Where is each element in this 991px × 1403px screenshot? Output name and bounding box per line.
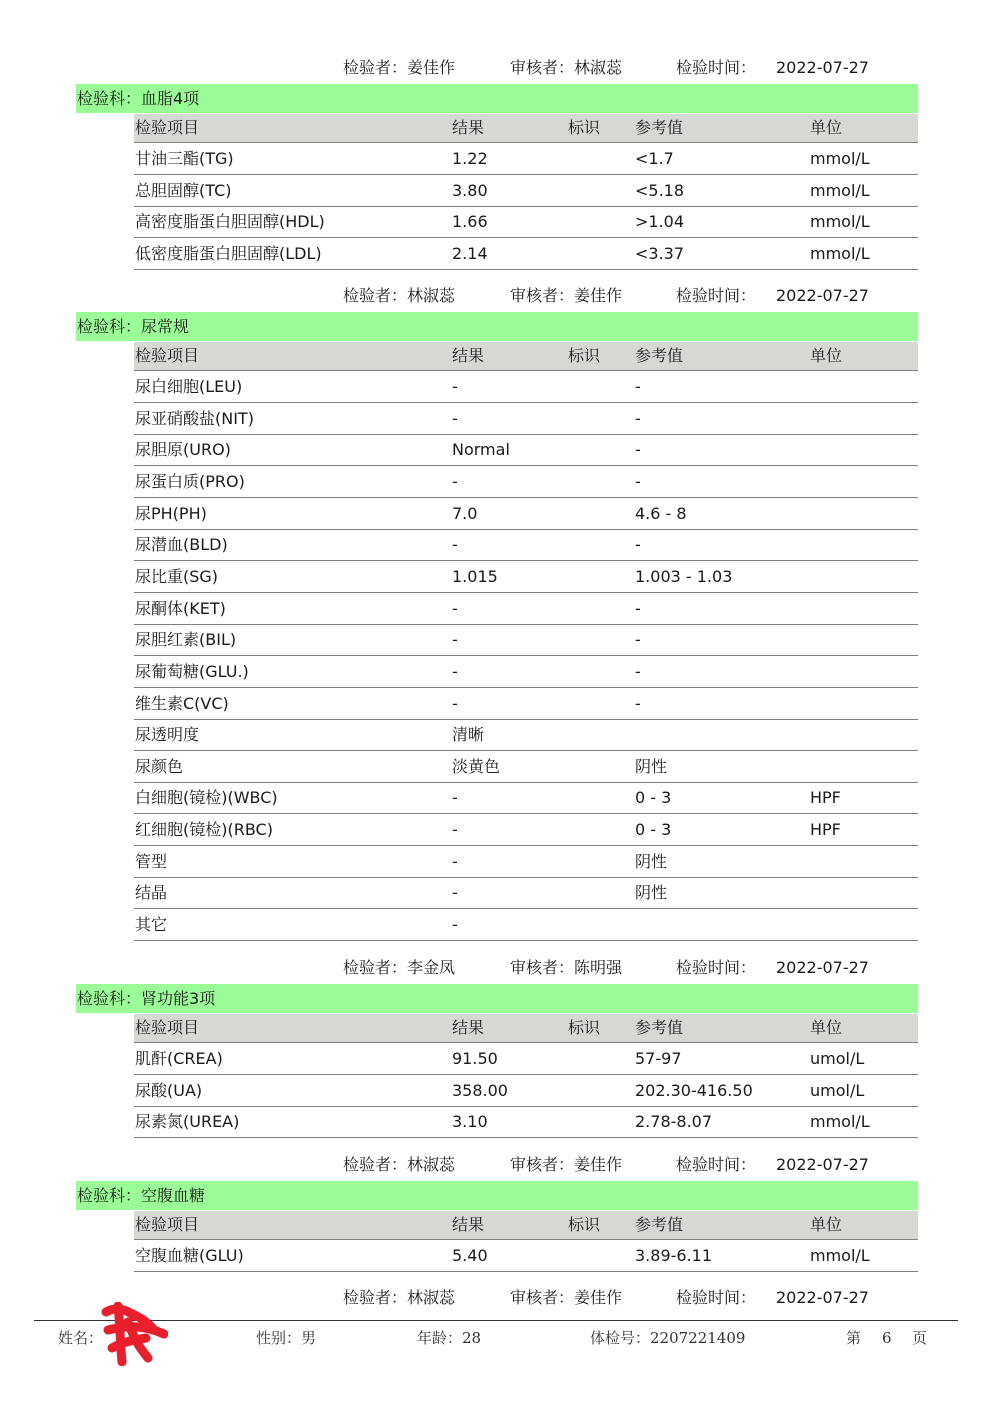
result-value: - bbox=[452, 535, 458, 555]
reference-range: - bbox=[635, 535, 641, 555]
time-label: 检验时间： bbox=[676, 286, 757, 305]
table-row bbox=[134, 846, 918, 878]
exam-date: 2022-07-27 bbox=[776, 1155, 869, 1174]
table-header bbox=[134, 1014, 918, 1043]
department-bar bbox=[76, 84, 918, 113]
item-name: 总胆固醇(TC) bbox=[135, 180, 232, 200]
item-name: 尿葡萄糖(GLU.) bbox=[135, 661, 249, 681]
reference-range: - bbox=[635, 471, 641, 491]
result-value: - bbox=[452, 471, 458, 491]
unit-value: mmol/L bbox=[810, 243, 870, 263]
table-row bbox=[134, 143, 918, 175]
table-row bbox=[134, 371, 918, 403]
page-number: 6 bbox=[882, 1329, 892, 1347]
reference-range: <1.7 bbox=[635, 149, 674, 168]
unit-value: mmol/L bbox=[810, 1112, 870, 1132]
table-row bbox=[134, 1075, 918, 1107]
table-row bbox=[134, 466, 918, 498]
department-title: 检验科：空腹血糖 bbox=[77, 1186, 206, 1205]
item-name: 尿胆原(URO) bbox=[135, 440, 231, 460]
unit-value: mmol/L bbox=[810, 212, 870, 232]
result-value: 91.50 bbox=[452, 1049, 498, 1068]
reference-range: - bbox=[635, 377, 641, 396]
header-flag-value: 标识 bbox=[568, 118, 601, 137]
result-value: - bbox=[452, 915, 458, 935]
item-name: 其它 bbox=[135, 915, 168, 935]
unit-value: mmol/L bbox=[810, 1246, 870, 1265]
table-row bbox=[134, 529, 918, 561]
item-name: 红细胞(镜检)(RBC) bbox=[135, 820, 273, 840]
table-row bbox=[134, 434, 918, 466]
item-name: 尿亚硝酸盐(NIT) bbox=[135, 408, 254, 428]
exam-date: 2022-07-27 bbox=[776, 286, 869, 305]
table-row bbox=[134, 1043, 918, 1075]
inspector-label: 检验者：林淑蕊 bbox=[343, 286, 456, 305]
item-name: 尿白细胞(LEU) bbox=[135, 377, 243, 396]
reference-range: 阴性 bbox=[635, 883, 668, 903]
item-name: 结晶 bbox=[135, 883, 168, 903]
header-item-name: 检验项目 bbox=[135, 118, 200, 137]
result-value: 3.10 bbox=[452, 1112, 488, 1132]
table-row bbox=[134, 561, 918, 593]
item-name: 尿比重(SG) bbox=[135, 566, 219, 586]
department-bar bbox=[76, 1181, 918, 1210]
reference-range: - bbox=[635, 440, 641, 460]
header-result-value: 结果 bbox=[452, 346, 485, 365]
item-name: 尿颜色 bbox=[135, 756, 184, 776]
table-row bbox=[134, 593, 918, 625]
result-value: 7.0 bbox=[452, 503, 478, 523]
table-row bbox=[134, 656, 918, 688]
item-name: 管型 bbox=[135, 851, 168, 871]
table-header bbox=[134, 114, 918, 143]
table-row bbox=[134, 782, 918, 814]
header-unit-value: 单位 bbox=[810, 1215, 843, 1234]
result-value: - bbox=[452, 408, 458, 428]
inspector-label: 检验者：林淑蕊 bbox=[343, 1288, 456, 1307]
header-unit-value: 单位 bbox=[810, 346, 843, 365]
reviewer-label: 审核者：林淑蕊 bbox=[510, 58, 623, 77]
item-name: 维生素C(VC) bbox=[135, 693, 229, 713]
header-flag-value: 标识 bbox=[568, 1018, 601, 1037]
time-label: 检验时间： bbox=[676, 958, 757, 977]
result-value: - bbox=[452, 630, 458, 650]
result-value: 2.14 bbox=[452, 243, 488, 263]
time-label: 检验时间： bbox=[676, 1288, 757, 1307]
item-name: 高密度脂蛋白胆固醇(HDL) bbox=[135, 212, 325, 232]
table-row bbox=[134, 624, 918, 656]
exam-date: 2022-07-27 bbox=[776, 1288, 869, 1307]
exam-date: 2022-07-27 bbox=[776, 958, 869, 977]
item-name: 白细胞(镜检)(WBC) bbox=[135, 788, 278, 808]
header-unit-value: 单位 bbox=[810, 1018, 843, 1037]
reference-range: >1.04 bbox=[635, 212, 685, 232]
reference-range: - bbox=[635, 408, 641, 428]
table-row bbox=[134, 814, 918, 846]
result-value: 358.00 bbox=[452, 1080, 508, 1100]
item-name: 空腹血糖(GLU) bbox=[135, 1246, 244, 1265]
reference-range: <5.18 bbox=[635, 180, 685, 200]
table-row bbox=[134, 403, 918, 435]
signoff-line bbox=[0, 1153, 991, 1177]
reference-range: <3.37 bbox=[635, 243, 685, 263]
item-name: 尿酸(UA) bbox=[135, 1080, 203, 1100]
table-row bbox=[134, 206, 918, 238]
result-value: - bbox=[452, 820, 458, 840]
patient-gender: 性别：男 bbox=[256, 1329, 317, 1347]
result-value: 1.015 bbox=[452, 566, 498, 586]
table-row bbox=[134, 877, 918, 909]
result-value: - bbox=[452, 851, 458, 871]
table-row bbox=[134, 909, 918, 941]
inspector-label: 检验者：李金凤 bbox=[343, 958, 456, 977]
reference-range: 202.30-416.50 bbox=[635, 1080, 753, 1100]
department-bar bbox=[76, 312, 918, 341]
item-name: 尿蛋白质(PRO) bbox=[135, 471, 245, 491]
result-value: Normal bbox=[452, 440, 510, 460]
unit-value: mmol/L bbox=[810, 180, 870, 200]
result-value: - bbox=[452, 883, 458, 903]
header-result-value: 结果 bbox=[452, 1018, 485, 1037]
item-name: 尿素氮(UREA) bbox=[135, 1112, 240, 1132]
page-prefix: 第 bbox=[846, 1329, 862, 1347]
header-item-name: 检验项目 bbox=[135, 346, 200, 365]
reference-range: 阴性 bbox=[635, 851, 668, 871]
result-value: 淡黄色 bbox=[452, 756, 501, 776]
item-name: 尿酮体(KET) bbox=[135, 598, 226, 618]
result-value: - bbox=[452, 598, 458, 618]
reference-range: 57-97 bbox=[635, 1049, 682, 1068]
result-value: - bbox=[452, 661, 458, 681]
exam-number: 体检号：2207221409 bbox=[590, 1329, 746, 1347]
patient-name-label: 姓名： bbox=[58, 1329, 104, 1347]
item-name: 肌酐(CREA) bbox=[135, 1049, 223, 1068]
department-title: 检验科：肾功能3项 bbox=[77, 989, 216, 1008]
header-item-name: 检验项目 bbox=[135, 1018, 200, 1037]
item-name: 甘油三酯(TG) bbox=[135, 149, 234, 168]
header-reference-range: 参考值 bbox=[635, 118, 684, 137]
reviewer-label: 审核者：陈明强 bbox=[510, 958, 623, 977]
item-name: 低密度脂蛋白胆固醇(LDL) bbox=[135, 243, 322, 263]
reviewer-label: 审核者：姜佳作 bbox=[510, 286, 623, 305]
table-row bbox=[134, 238, 918, 270]
reference-range: - bbox=[635, 598, 641, 618]
table-row bbox=[134, 1240, 918, 1272]
item-name: 尿PH(PH) bbox=[135, 503, 207, 523]
table-row bbox=[134, 751, 918, 783]
page-suffix: 页 bbox=[912, 1329, 928, 1347]
header-unit-value: 单位 bbox=[810, 118, 843, 137]
reference-range: 0 - 3 bbox=[635, 788, 672, 808]
result-value: 1.66 bbox=[452, 212, 488, 232]
table-header bbox=[134, 342, 918, 371]
header-reference-range: 参考值 bbox=[635, 1018, 684, 1037]
header-reference-range: 参考值 bbox=[635, 346, 684, 365]
department-title: 检验科：血脂4项 bbox=[77, 89, 200, 108]
result-value: - bbox=[452, 377, 458, 396]
table-row bbox=[134, 688, 918, 720]
reference-range: - bbox=[635, 661, 641, 681]
header-result-value: 结果 bbox=[452, 118, 485, 137]
name-redaction-mark bbox=[98, 1302, 168, 1366]
unit-value: umol/L bbox=[810, 1080, 865, 1100]
time-label: 检验时间： bbox=[676, 58, 757, 77]
reference-range: 3.89-6.11 bbox=[635, 1246, 713, 1265]
reference-range: 4.6 - 8 bbox=[635, 503, 687, 523]
inspector-label: 检验者：姜佳作 bbox=[343, 58, 456, 77]
reviewer-label: 审核者：姜佳作 bbox=[510, 1155, 623, 1174]
footer-divider bbox=[34, 1320, 958, 1321]
unit-value: HPF bbox=[810, 788, 841, 808]
reference-range: 1.003 - 1.03 bbox=[635, 566, 733, 586]
department-title: 检验科：尿常规 bbox=[77, 317, 190, 336]
header-result-value: 结果 bbox=[452, 1215, 485, 1234]
header-flag-value: 标识 bbox=[568, 1215, 601, 1234]
signoff-line bbox=[0, 956, 991, 980]
signoff-line bbox=[0, 284, 991, 308]
signoff-line bbox=[0, 56, 991, 80]
result-value: 清晰 bbox=[452, 725, 485, 745]
table-row bbox=[134, 498, 918, 530]
patient-age: 年龄：28 bbox=[417, 1329, 482, 1347]
reference-range: - bbox=[635, 693, 641, 713]
unit-value: HPF bbox=[810, 820, 841, 840]
result-value: - bbox=[452, 693, 458, 713]
reference-range: 0 - 3 bbox=[635, 820, 672, 840]
table-row bbox=[134, 1106, 918, 1138]
result-value: 1.22 bbox=[452, 149, 488, 168]
result-value: - bbox=[452, 788, 458, 808]
table-header bbox=[134, 1211, 918, 1240]
result-value: 5.40 bbox=[452, 1246, 488, 1265]
header-flag-value: 标识 bbox=[568, 346, 601, 365]
reference-range: 阴性 bbox=[635, 756, 668, 776]
reviewer-label: 审核者：姜佳作 bbox=[510, 1288, 623, 1307]
result-value: 3.80 bbox=[452, 180, 488, 200]
table-row bbox=[134, 175, 918, 207]
reference-range: 2.78-8.07 bbox=[635, 1112, 713, 1132]
header-reference-range: 参考值 bbox=[635, 1215, 684, 1234]
reference-range: - bbox=[635, 630, 641, 650]
table-row bbox=[134, 719, 918, 751]
inspector-label: 检验者：林淑蕊 bbox=[343, 1155, 456, 1174]
unit-value: umol/L bbox=[810, 1049, 865, 1068]
item-name: 尿胆红素(BIL) bbox=[135, 630, 237, 650]
exam-date: 2022-07-27 bbox=[776, 58, 869, 77]
header-item-name: 检验项目 bbox=[135, 1215, 200, 1234]
time-label: 检验时间： bbox=[676, 1155, 757, 1174]
item-name: 尿透明度 bbox=[135, 725, 200, 745]
unit-value: mmol/L bbox=[810, 149, 870, 168]
department-bar bbox=[76, 984, 918, 1013]
item-name: 尿潜血(BLD) bbox=[135, 535, 228, 555]
